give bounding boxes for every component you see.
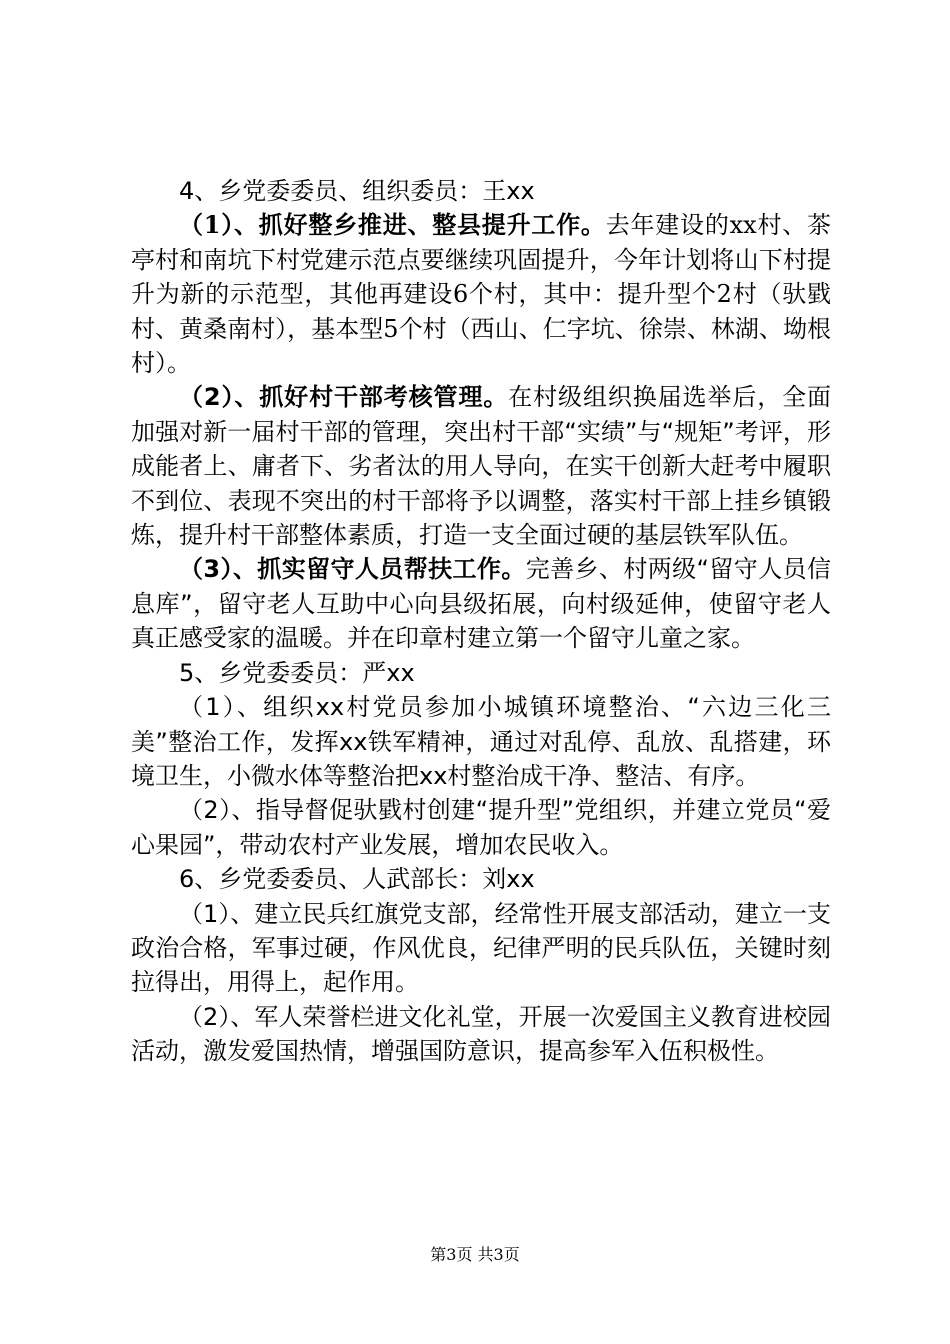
paragraph-lead: （2）、抓好村干部考核管理。 — [179, 383, 509, 412]
paragraph-text: 在村级组织换届选举后，全面加强对新一届村干部的管理，突出村干部“实绩”与“规矩”考评，形成能者上、庸者下、劣者汰的用人导向，在实干创新大赶考中履职不到位、表现不突出的村干部将予以调整，落实村干部上挂乡镇锻炼，提升村干部整体素质，打造一支全面过硬的基层铁军队伍。 — [131, 383, 832, 550]
paragraph-lead: （3）、抓实留守人员帮扶工作。 — [179, 555, 526, 584]
paragraph-text: （2）、指导督促驮戥村创建“提升型”党组织，并建立党员“爱心果园”，带动农村产业发展，增加农民收入。 — [131, 796, 831, 859]
section-heading-4: 4、乡党委委员、组织委员：王xx — [179, 177, 535, 205]
paragraph-5-1 — [131, 690, 831, 793]
document-body — [131, 174, 831, 1069]
paragraph-4-2 — [131, 380, 831, 552]
paragraph-4-1 — [131, 208, 831, 380]
page-number-footer: 第3页 共3页 — [430, 1245, 520, 1264]
paragraph-text: 去年建设的xx村、茶亭村和南坑下村党建示范点要继续巩固提升，今年计划将山下村提升为新的示范型，其他再建设6个村，其中：提升型个2村（驮戥村、黄桑南村），基本型5个村（西山、仁字坑、徐崇、林湖、坳根村）。 — [131, 211, 831, 378]
paragraph-text: 完善乡、村两级“留守人员信息库”，留守老人互助中心向县级拓展，向村级延伸，使留守老人真正感受家的温暖。并在印章村建立第一个留守儿童之家。 — [131, 555, 831, 653]
paragraph-text: （2）、军人荣誉栏进文化礼堂，开展一次爱国主义教育进校园活动，激发爱国热情，增强国防意识，提高参军入伍积极性。 — [131, 1002, 831, 1066]
paragraph-4-3 — [131, 552, 831, 655]
section-heading-5: 5、乡党委委员：严xx — [179, 658, 415, 687]
paragraph-text: （1）、建立民兵红旗党支部，经常性开展支部活动，建立一支政治合格，军事过硬，作风优良，纪律严明的民兵队伍，关键时刻拉得出，用得上，起作用。 — [131, 899, 831, 997]
paragraph-5-2 — [131, 793, 831, 862]
section-heading-6: 6、乡党委委员、人武部长：刘xx — [179, 865, 535, 894]
paragraph-lead: （1）、抓好整乡推进、整县提升工作。 — [179, 210, 606, 240]
paragraph-text: （1）、组织xx村党员参加小城镇环境整治、“六边三化三美”整治工作，发挥xx铁军精神，通过对乱停、乱放、乱搭建，环境卫生，小微水体等整治把xx村整治成干净、整洁、有序。 — [131, 693, 831, 790]
paragraph-6-1 — [131, 897, 831, 1000]
paragraph-6-2 — [131, 1000, 831, 1069]
